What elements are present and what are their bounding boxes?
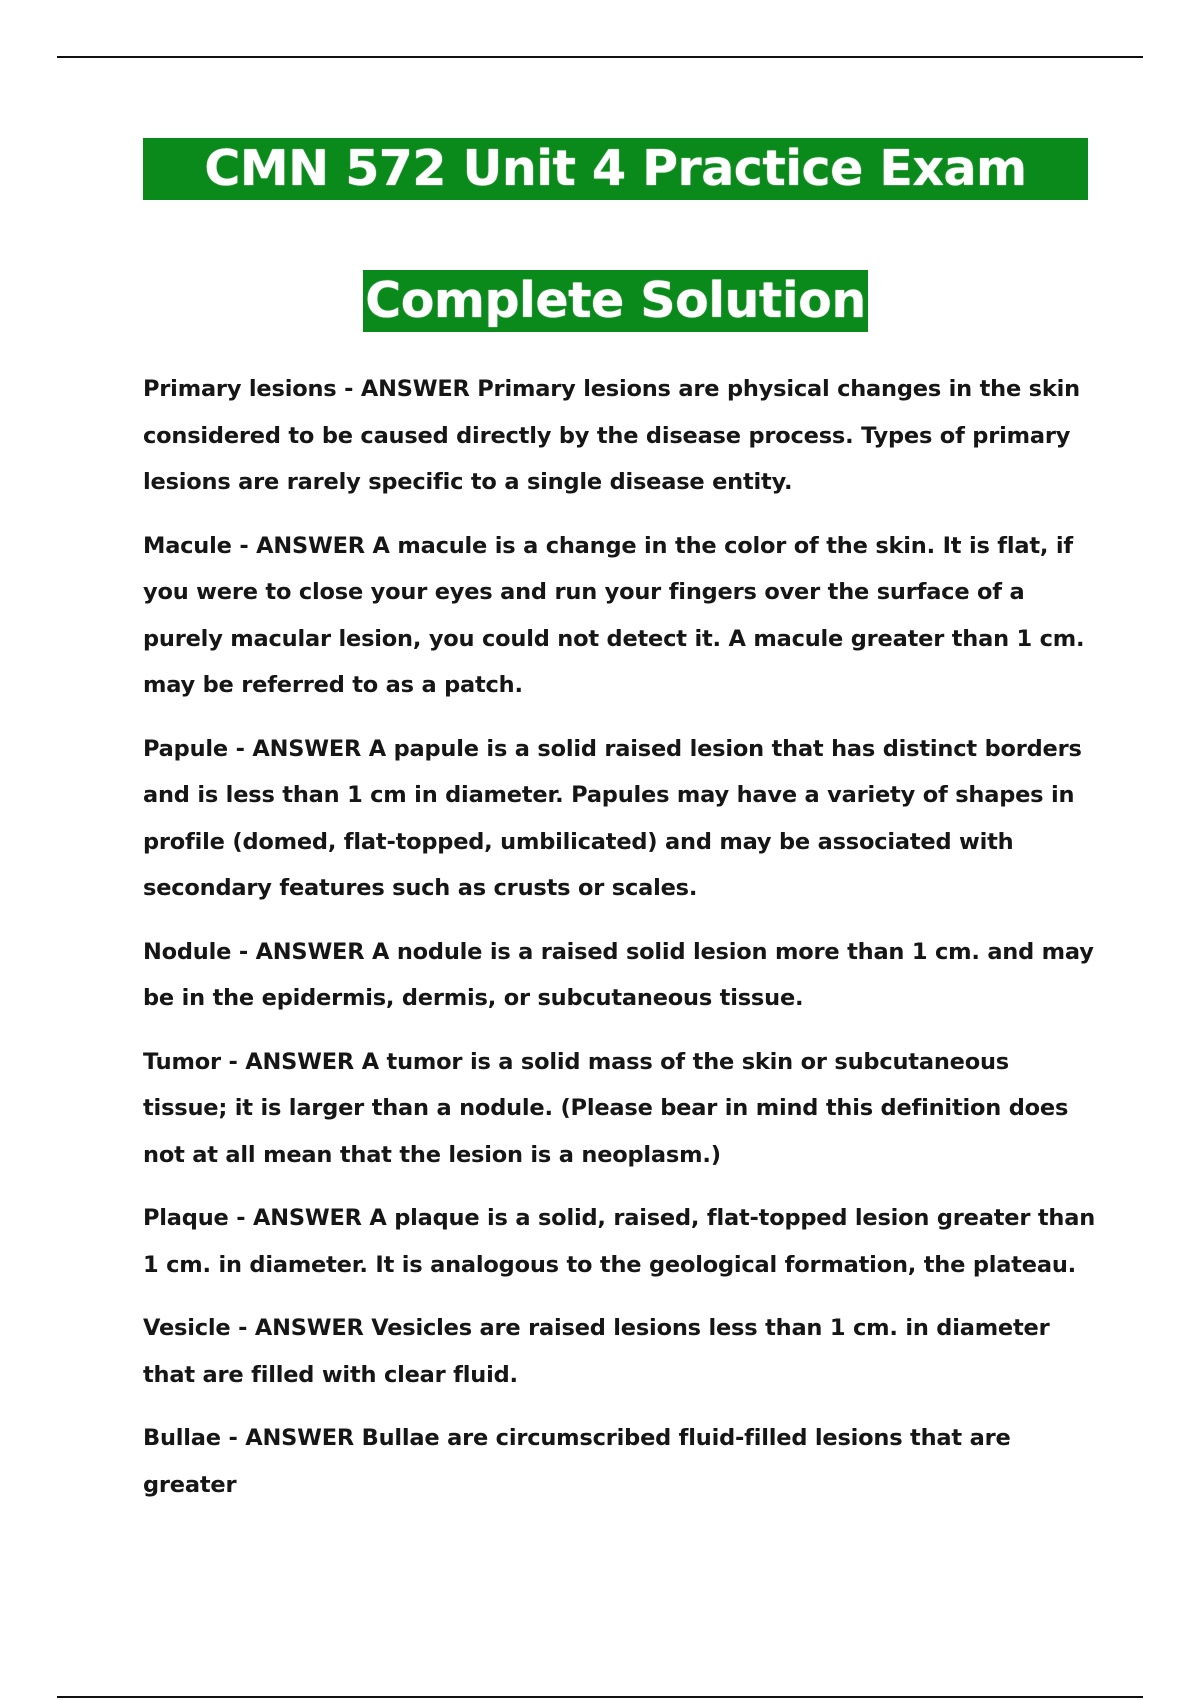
qa-entry-tumor: Tumor - ANSWER A tumor is a solid mass of the skin or subcutaneous tissue; it is larger than a nodule. (Please bear in mind this definition does not at all mean that the lesion is a neoplasm.) bbox=[143, 1048, 1069, 1168]
qa-entry-plaque: Plaque - ANSWER A plaque is a solid, raised, flat-topped lesion greater than 1 cm. in diameter. It is analogous to the geological formation, the plateau. bbox=[143, 1205, 1096, 1278]
title-line-2: Complete Solution bbox=[363, 270, 867, 332]
qa-entry-primary-lesions: Primary lesions - ANSWER Primary lesions are physical changes in the skin considered to be caused directly by the disease process. Types of primary lesions are rarely specific to a single disease entity. bbox=[143, 376, 1080, 495]
qa-entry-bullae: Bullae - ANSWER Bullae are circumscribed fluid-filled lesions that are greater bbox=[143, 1425, 1011, 1498]
qa-entry-papule: Papule - ANSWER A papule is a solid raised lesion that has distinct borders and is less than 1 cm in diameter. Papules may have a variety of shapes in profile (domed, flat-topped, umbilicated) and may be associated with secondary features such as crusts or scales. bbox=[143, 735, 1082, 901]
title-line-1: CMN 572 Unit 4 Practice Exam With bbox=[143, 138, 1088, 200]
qa-entry-nodule: Nodule - ANSWER A nodule is a raised solid lesion more than 1 cm. and may be in the epidermis, dermis, or subcutaneous tissue. bbox=[143, 938, 1094, 1011]
qa-entry-macule: Macule - ANSWER A macule is a change in the color of the skin. It is flat, if you were to close your eyes and run your fingers over the surface of a purely macular lesion, you could not detect it. A macule greater than 1 cm. may be referred to as a patch. bbox=[143, 532, 1085, 698]
footer-rule bbox=[57, 1696, 1143, 1698]
qa-entry-vesicle: Vesicle - ANSWER Vesicles are raised lesions less than 1 cm. in diameter that are filled with clear fluid. bbox=[143, 1315, 1050, 1388]
header-rule bbox=[57, 56, 1143, 58]
document-title bbox=[143, 138, 1088, 340]
document-body bbox=[143, 366, 1098, 1525]
